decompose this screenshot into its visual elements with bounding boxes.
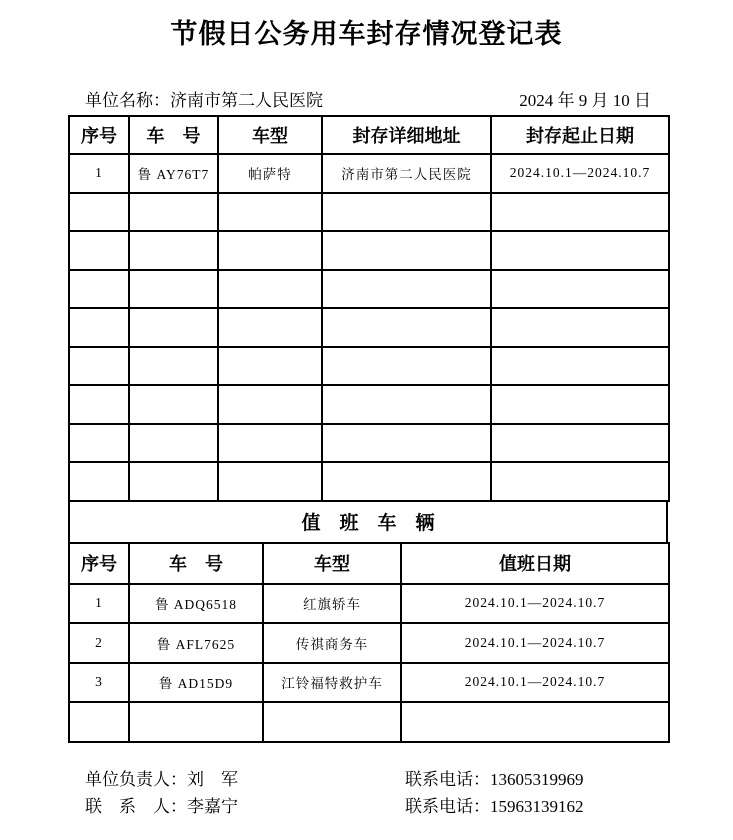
empty-cell <box>322 424 491 463</box>
table-row <box>69 584 669 624</box>
seal-table <box>68 115 670 502</box>
empty-table-row <box>69 462 669 501</box>
table-cell: 2024.10.1—2024.10.7 <box>401 663 669 703</box>
column-header: 车 号 <box>129 116 218 154</box>
empty-cell <box>322 193 491 232</box>
empty-table-row <box>69 231 669 270</box>
table-cell: 鲁 ADQ6518 <box>129 584 263 624</box>
footer-line-1 <box>85 766 651 793</box>
column-header: 封存详细地址 <box>322 116 491 154</box>
empty-cell <box>69 347 129 386</box>
empty-cell <box>491 270 669 309</box>
column-header: 值班日期 <box>401 543 669 584</box>
empty-cell <box>69 308 129 347</box>
empty-cell <box>401 702 669 742</box>
empty-cell <box>218 308 322 347</box>
footer <box>85 766 651 820</box>
duty-table-header-row <box>69 543 669 584</box>
empty-cell <box>218 231 322 270</box>
empty-cell <box>129 702 263 742</box>
table-cell: 3 <box>69 663 129 703</box>
empty-cell <box>129 308 218 347</box>
empty-cell <box>322 270 491 309</box>
empty-cell <box>491 193 669 232</box>
empty-cell <box>218 347 322 386</box>
column-header: 车型 <box>218 116 322 154</box>
footer-line-2 <box>85 793 651 820</box>
seal-table-body <box>69 154 669 501</box>
empty-cell <box>491 347 669 386</box>
column-header: 车型 <box>263 543 401 584</box>
empty-cell <box>322 308 491 347</box>
column-header: 车 号 <box>129 543 263 584</box>
empty-cell <box>69 702 129 742</box>
table-row <box>69 154 669 193</box>
phone-number-2: 联系电话：15963139162 <box>405 797 584 816</box>
empty-cell <box>218 193 322 232</box>
page-title: 节假日公务用车封存情况登记表 <box>170 19 563 49</box>
table-cell: 红旗轿车 <box>263 584 401 624</box>
empty-table-row <box>69 385 669 424</box>
table-cell: 2024.10.1—2024.10.7 <box>401 584 669 624</box>
table-cell: 1 <box>69 154 129 193</box>
table-cell: 2024.10.1—2024.10.7 <box>401 623 669 663</box>
table-cell: 鲁 AY76T7 <box>129 154 218 193</box>
empty-cell <box>129 347 218 386</box>
empty-cell <box>322 385 491 424</box>
duty-section-header <box>68 502 668 542</box>
empty-cell <box>129 385 218 424</box>
empty-cell <box>491 231 669 270</box>
empty-cell <box>491 308 669 347</box>
table-row <box>69 623 669 663</box>
empty-cell <box>491 424 669 463</box>
empty-cell <box>69 193 129 232</box>
duty-table-body <box>69 584 669 742</box>
empty-table-row <box>69 347 669 386</box>
empty-cell <box>218 424 322 463</box>
empty-cell <box>69 385 129 424</box>
empty-cell <box>129 231 218 270</box>
info-row <box>85 86 651 111</box>
table-cell: 江铃福特救护车 <box>263 663 401 703</box>
table-cell: 鲁 AD15D9 <box>129 663 263 703</box>
empty-cell <box>322 462 491 501</box>
empty-cell <box>69 462 129 501</box>
empty-cell <box>69 270 129 309</box>
empty-table-row <box>69 308 669 347</box>
empty-cell <box>218 270 322 309</box>
empty-cell <box>263 702 401 742</box>
empty-table-row <box>69 702 669 742</box>
column-header: 序号 <box>69 543 129 584</box>
table-cell: 鲁 AFL7625 <box>129 623 263 663</box>
contact-person: 联 系 人：李嘉宁 <box>85 797 238 816</box>
duty-table <box>68 542 670 743</box>
phone-number-1: 联系电话：13605319969 <box>405 770 584 789</box>
tables-block <box>68 115 668 743</box>
table-cell: 2024.10.1—2024.10.7 <box>491 154 669 193</box>
table-cell: 2 <box>69 623 129 663</box>
empty-cell <box>218 385 322 424</box>
column-header: 封存起止日期 <box>491 116 669 154</box>
table-cell: 济南市第二人民医院 <box>322 154 491 193</box>
empty-cell <box>129 462 218 501</box>
empty-cell <box>129 270 218 309</box>
table-cell: 1 <box>69 584 129 624</box>
empty-cell <box>129 424 218 463</box>
empty-cell <box>322 231 491 270</box>
document-date: 2024 年 9 月 10 日 <box>519 91 651 110</box>
column-header: 序号 <box>69 116 129 154</box>
empty-cell <box>491 385 669 424</box>
empty-cell <box>69 231 129 270</box>
empty-cell <box>69 424 129 463</box>
duty-section-title: 值 班 车 辆 <box>301 513 435 534</box>
empty-cell <box>491 462 669 501</box>
unit-name-label: 单位名称：济南市第二人民医院 <box>85 91 323 110</box>
empty-table-row <box>69 193 669 232</box>
table-cell: 帕萨特 <box>218 154 322 193</box>
table-row <box>69 663 669 703</box>
empty-cell <box>129 193 218 232</box>
table-cell: 传祺商务车 <box>263 623 401 663</box>
empty-table-row <box>69 424 669 463</box>
empty-cell <box>218 462 322 501</box>
responsible-person: 单位负责人：刘 军 <box>85 770 238 789</box>
empty-cell <box>322 347 491 386</box>
seal-table-header-row <box>69 116 669 154</box>
empty-table-row <box>69 270 669 309</box>
